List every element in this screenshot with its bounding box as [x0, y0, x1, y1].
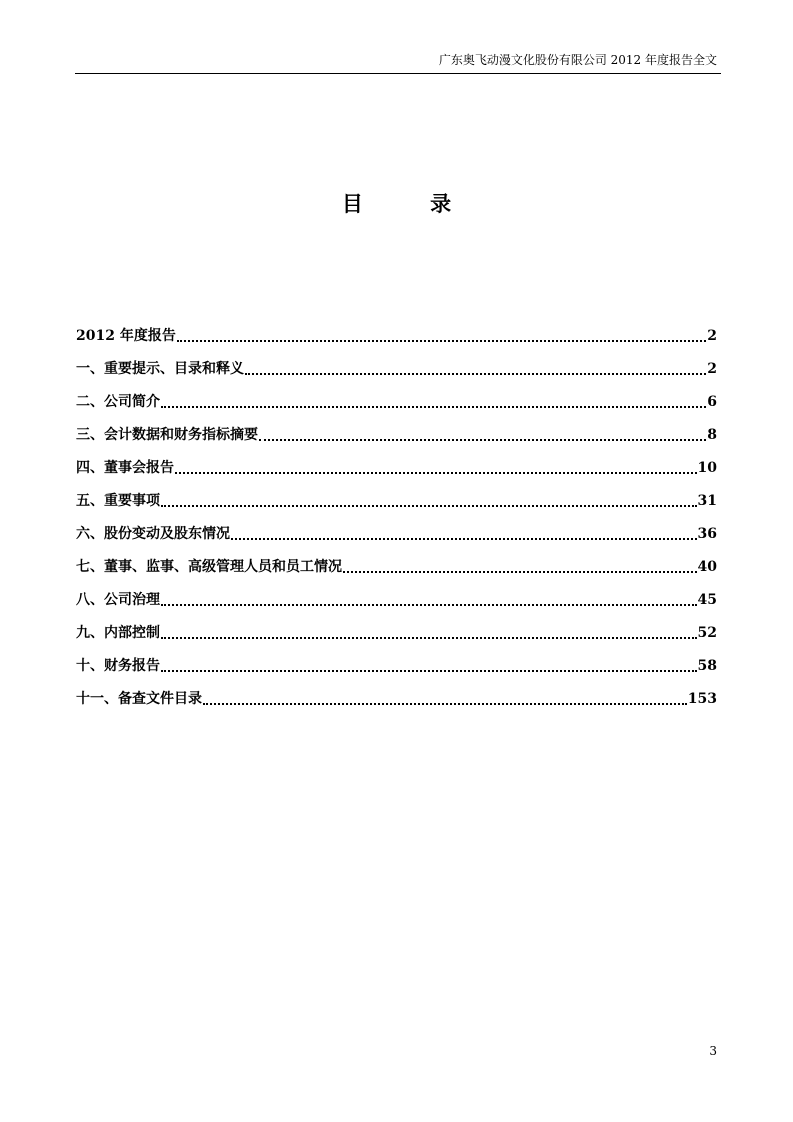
toc-dot-leader — [245, 373, 706, 375]
toc-entry-label: 2012 年度报告 — [76, 328, 176, 344]
toc-entry-page: 8 — [707, 427, 717, 443]
toc-dot-leader — [175, 472, 697, 474]
toc-entry-page: 2 — [707, 328, 717, 344]
toc-entry[interactable] — [76, 351, 717, 384]
toc-entry[interactable] — [76, 483, 717, 516]
toc-entry[interactable] — [76, 549, 717, 582]
toc-entry-label: 六、股份变动及股东情况 — [76, 526, 230, 542]
toc-dot-leader — [161, 604, 697, 606]
toc-entry[interactable] — [76, 516, 717, 549]
toc-dot-leader — [343, 571, 697, 573]
toc-entry-page: 40 — [697, 559, 717, 575]
toc-dot-leader — [161, 406, 706, 408]
toc-entry-page: 6 — [707, 394, 717, 410]
toc-entry[interactable] — [76, 318, 717, 351]
toc-entry-label: 七、董事、监事、高级管理人员和员工情况 — [76, 559, 342, 575]
toc-entry-page: 52 — [697, 625, 717, 641]
toc-entry-label: 三、会计数据和财务指标摘要 — [76, 427, 258, 443]
toc-entry[interactable] — [76, 450, 717, 483]
toc-entry-page: 36 — [697, 526, 717, 542]
toc-dot-leader — [161, 505, 697, 507]
toc-entry-page: 153 — [687, 691, 717, 707]
page-number: 3 — [709, 1044, 717, 1058]
toc-entry-label: 一、重要提示、目录和释义 — [76, 361, 244, 377]
toc-dot-leader — [177, 340, 706, 342]
toc-entry[interactable] — [76, 417, 717, 450]
toc-entry-page: 31 — [697, 493, 717, 509]
toc-entry-page: 45 — [697, 592, 717, 608]
toc-entry[interactable] — [76, 615, 717, 648]
toc-dot-leader — [161, 637, 697, 639]
toc-dot-leader — [259, 439, 706, 441]
toc-entry-page: 10 — [697, 460, 717, 476]
toc-entry-label: 九、内部控制 — [76, 625, 160, 641]
toc-entry-page: 2 — [707, 361, 717, 377]
toc-entry[interactable] — [76, 648, 717, 681]
toc-entry[interactable] — [76, 681, 717, 714]
toc-entry-label: 八、公司治理 — [76, 592, 160, 608]
toc-dot-leader — [231, 538, 697, 540]
toc-entry-label: 十、财务报告 — [76, 658, 160, 674]
toc-entry[interactable] — [76, 384, 717, 417]
header-rule — [75, 73, 721, 74]
table-of-contents — [76, 318, 717, 714]
toc-title: 目 录 — [341, 191, 482, 216]
toc-entry-page: 58 — [697, 658, 717, 674]
toc-dot-leader — [161, 670, 697, 672]
toc-entry-label: 二、公司简介 — [76, 394, 160, 410]
toc-dot-leader — [203, 703, 687, 705]
running-header: 广东奥飞动漫文化股份有限公司 2012 年度报告全文 — [438, 53, 717, 67]
toc-entry-label: 十一、备查文件目录 — [76, 691, 202, 707]
toc-entry[interactable] — [76, 582, 717, 615]
toc-entry-label: 四、董事会报告 — [76, 460, 174, 476]
toc-entry-label: 五、重要事项 — [76, 493, 160, 509]
